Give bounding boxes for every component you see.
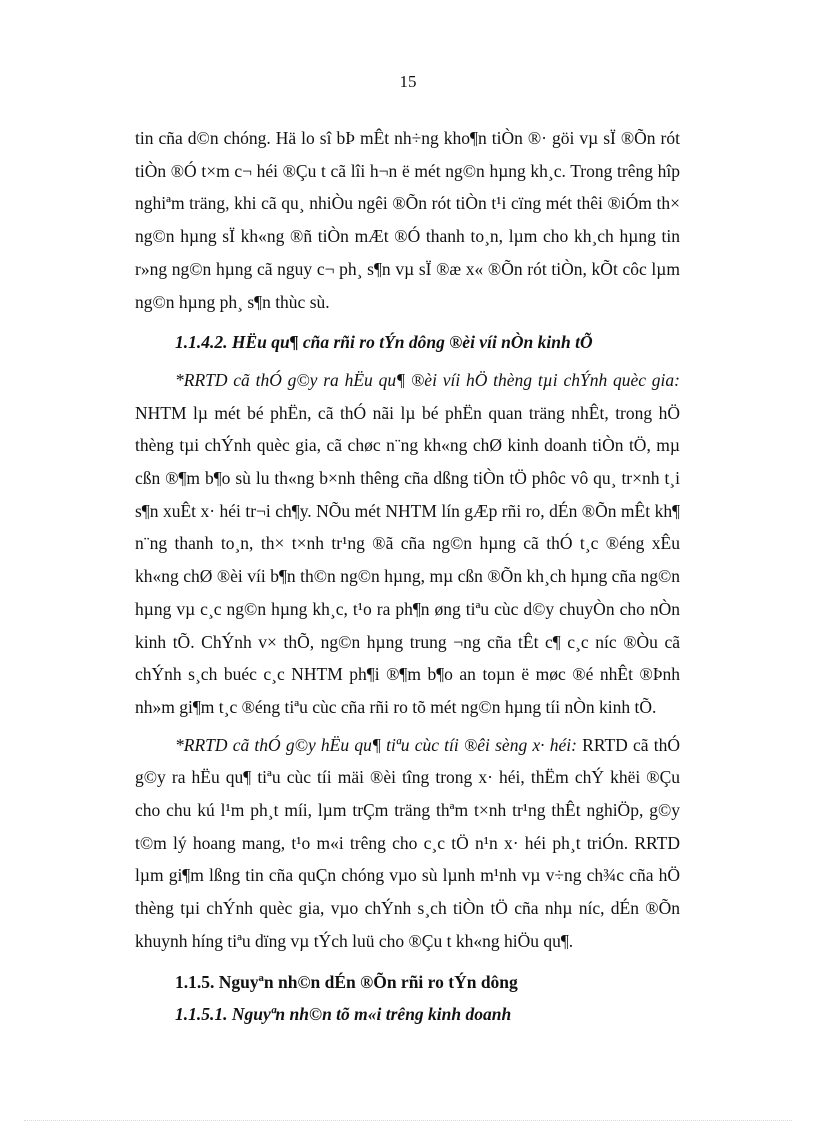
paragraph-lead-italic: *RRTD cã thÓ g©y ra hËu qu¶ ®èi víi hÖ thèng tµi chÝnh quèc gia:: [175, 369, 680, 390]
paragraph-lead-italic: *RRTD cã thÓ g©y hËu qu¶ tiªu cùc tíi ®êi sèng x· héi:: [175, 734, 577, 755]
paragraph-financial-system: [135, 364, 680, 724]
paragraph-continued: tin cña d©n chóng. Hä lo sî bÞ mÊt nh÷ng kho¶n tiÒn ®· göi vµ sÏ ®Õn rót tiÒn ®Ó t×m c¬ héi ®Çu t cã lîi h¬n ë mét ng©n hµng kh¸c. Trong trêng hîp nghiªm träng, khi cã qu¸ nhiÒu ngêi ®Õn rót tiÒn t¹i cïng mét thêi ®iÓm th× ng©n hµng sÏ kh«ng ®ñ tiÒn mÆt ®Ó thanh to¸n, lµm cho kh¸ch hµng tin r»ng ng©n hµng cã nguy c¬ ph¸ s¶n vµ sÏ ®æ x« ®Õn rót tiÒn, kÕt côc lµm ng©n hµng ph¸ s¶n thùc sù.: [135, 128, 680, 312]
page-bottom-divider: [24, 1120, 792, 1121]
paragraph-social-life: [135, 729, 680, 958]
page-number: 15: [399, 72, 417, 91]
heading-1-1-5-1: 1.1.5.1. Nguyªn nh©n tõ m«i trêng kinh doanh: [175, 1004, 512, 1025]
heading-1-1-4-2: 1.1.4.2. HËu qu¶ cña rñi ro tÝn dông ®èi víi nÒn kinh tÕ: [175, 332, 593, 353]
document-body: [135, 122, 680, 1031]
paragraph-body: NHTM lµ mét bé phËn, cã thÓ nãi lµ bé phËn quan träng nhÊt, trong hÖ thèng tµi chÝnh quèc gia, cã chøc n¨ng kh«ng chØ kinh doanh tiÒn tÖ, mµ cßn ®¶m b¶o sù lu th«ng b×nh thêng cña dßng tiÒn tÖ phôc vô qu¸ tr×nh t¸i s¶n xuÊt x· héi tr¬i ch¶y. NÕu mét NHTM lín gÆp rñi ro, dÉn ®Õn mÊt kh¶ n¨ng thanh to¸n, th× t×nh tr¹ng ®ã cña ng©n hµng cã thÓ t¸c ®éng xÊu kh«ng chØ ®èi víi b¶n th©n ng©n hµng, mµ cßn ®Õn kh¸ch hµng cña ng©n hµng vµ c¸c ng©n hµng kh¸c, t¹o ra ph¶n øng tiªu cùc d©y chuyÒn cho nÒn kinh tÕ. ChÝnh v× thÕ, ng©n hµng trung ¬ng cña tÊt c¶ c¸c níc ®Òu cã chÝnh s¸ch buéc c¸c NHTM ph¶i ®¶m b¶o an toµn ë møc ®é nhÊt ®Þnh nh»m gi¶m t¸c ®éng tiªu cùc cña rñi ro tõ mét ng©n hµng tíi nÒn kinh tÕ.: [135, 402, 680, 717]
heading-1-1-5: 1.1.5. Nguyªn nh©n dÉn ®Õn rñi ro tÝn dông: [175, 971, 518, 992]
paragraph-body: RRTD cã thÓ g©y ra hËu qu¶ tiªu cùc tíi mäi ®èi tîng trong x· héi, thËm chÝ khëi ®Çu cho chu kú l¹m ph¸t míi, lµm trÇm träng thªm t×nh tr¹ng thÊt nghiÖp, g©y t©m lý hoang mang, t¹o m«i trêng cho c¸c tÖ n¹n x· héi ph¸t triÓn. RRTD lµm gi¶m lßng tin cña quÇn chóng vµo sù lµnh m¹nh vµ v÷ng ch¾c cña hÖ thèng tµi chÝnh quèc gia, vµo chÝnh s¸ch tiÒn tÖ cña nhµ níc, dÉn ®Õn khuynh híng tiªu dïng vµ tÝch luü cho ®Çu t kh«ng hiÖu qu¶.: [135, 734, 681, 951]
